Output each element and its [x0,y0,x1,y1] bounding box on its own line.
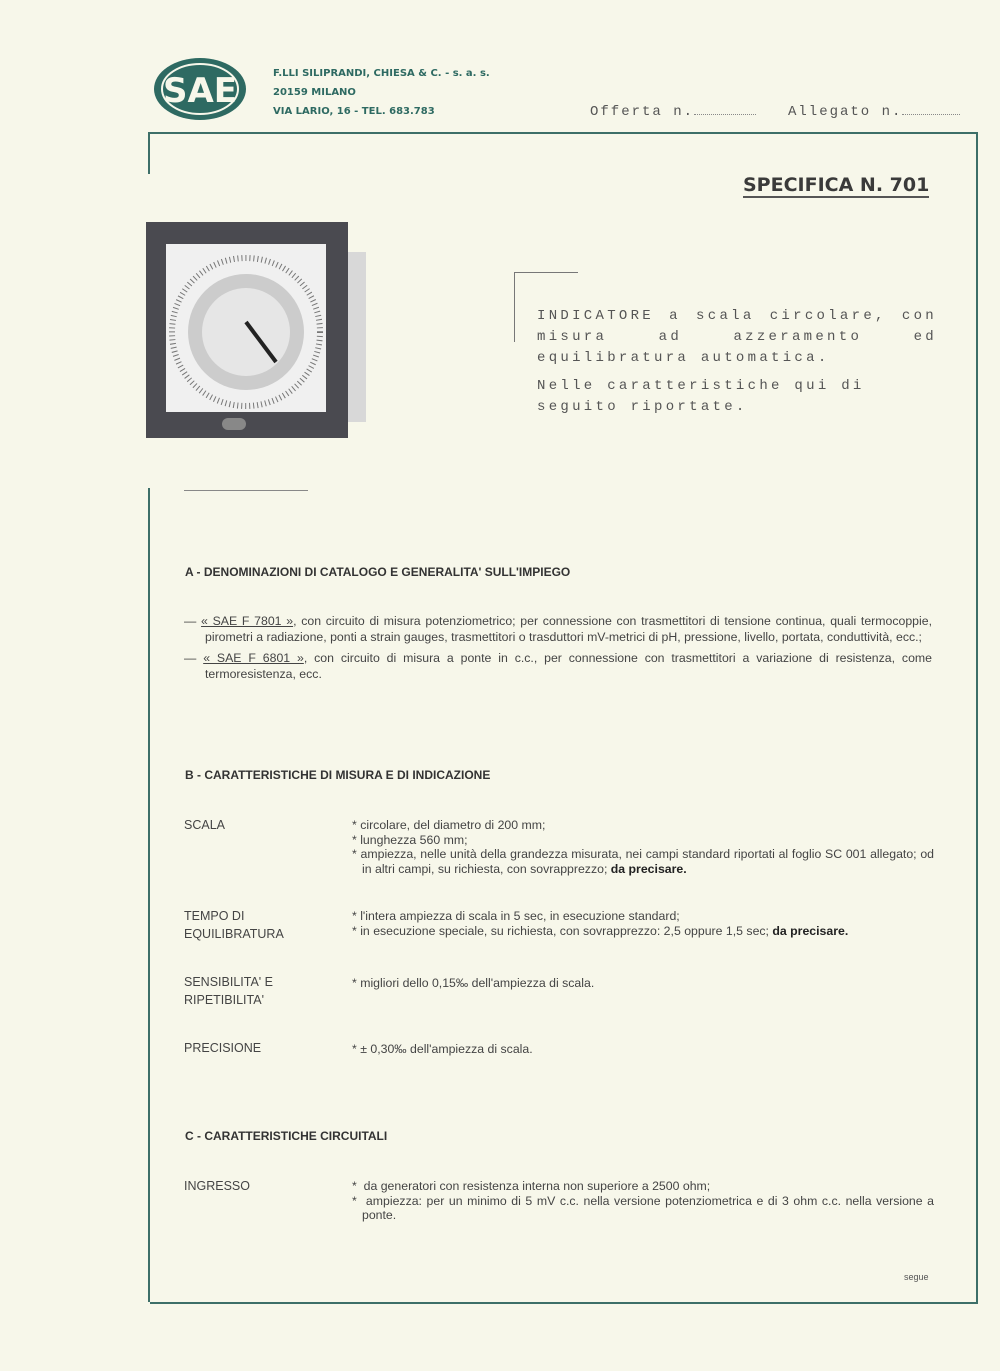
offerta-field: Offerta n. [590,104,756,120]
spec-title: SPECIFICA N. 701 [743,174,930,196]
divider [184,490,308,491]
tempo-items: * l'intera ampiezza di scala in 5 sec, in esecuzione standard; * in esecuzione speciale, su richiesta, con sovrapprezzo: 2,5 oppure 1,5 sec; da precisare. [352,909,849,938]
label-scala: SCALA [184,818,225,832]
section-a-heading: A - DENOMINAZIONI DI CATALOGO E GENERALITA' SULL'IMPIEGO [185,565,571,579]
instrument-photo [146,222,368,438]
svg-text:SAE: SAE [162,71,238,111]
ingresso-items: * da generatori con resistenza interna non superiore a 2500 ohm; * ampiezza: per un minimo di 5 mV c.c. nella versione potenziometrica e di 3 ohm c.c. nella versione a ponte. [352,1179,934,1222]
segue-note: segue [904,1272,929,1282]
precisione-items: * ± 0,30‰ dell'ampiezza di scala. [352,1042,533,1056]
sae-logo [152,57,248,121]
intro-text [537,306,937,418]
company-city: 20159 MILANO [273,87,356,98]
frame-left-top [148,132,150,174]
label-precisione: PRECISIONE [184,1041,262,1055]
allegato-field: Allegato n. [788,104,960,120]
scala-items: * circolare, del diametro di 200 mm; * lunghezza 560 mm; * ampiezza, nelle unità della grandezza misurata, nei campi standard riportati al foglio SC 001 allegato; od in altri campi, su richiesta, con sovrapprezzo; da precisare. [352,818,934,876]
label-ingresso: INGRESSO [184,1179,250,1193]
section-c-heading: C - CARATTERISTICHE CIRCUITALI [185,1129,388,1143]
company-address [273,64,490,121]
intro-paragraph-1: INDICATORE a scala circolare, con misura ad azzeramento ed equilibratura automatica. [537,308,937,366]
company-street: VIA LARIO, 16 - TEL. 683.783 [273,106,435,117]
sensibilita-items: * migliori dello 0,15‰ dell'ampiezza di scala. [352,976,595,990]
label-sensibilita: SENSIBILITA' E RIPETIBILITA' [184,975,273,1007]
label-tempo: TEMPO DI EQUILIBRATURA [184,909,284,941]
section-b-heading: B - CARATTERISTICHE DI MISURA E DI INDICAZIONE [185,768,491,782]
intro-paragraph-2: Nelle caratteristiche qui di seguito riportate. [537,378,865,415]
frame-left-bottom [148,488,150,1302]
intro-rule-vertical [514,272,515,342]
company-name: F.LLI SILIPRANDI, CHIESA & C. - s. a. s. [273,68,490,79]
intro-rule [514,272,578,273]
catalog-item: — « SAE F 6801 », con circuito di misura a ponte in c.c., per connessione con trasmettitori a variazione di resistenza, come termoresistenza, ecc. [184,651,932,681]
section-a-list [184,614,932,682]
catalog-item: — « SAE F 7801 », con circuito di misura potenziometrico; per connessione con trasmettitori di tensione continua, quali termocoppie, pirometri a radiazione, ponti a strain gauges, trasmettitori o trasduttori mV-metrici di pH, pressione, livello, portata, conduttività, ecc.; [184,614,932,644]
